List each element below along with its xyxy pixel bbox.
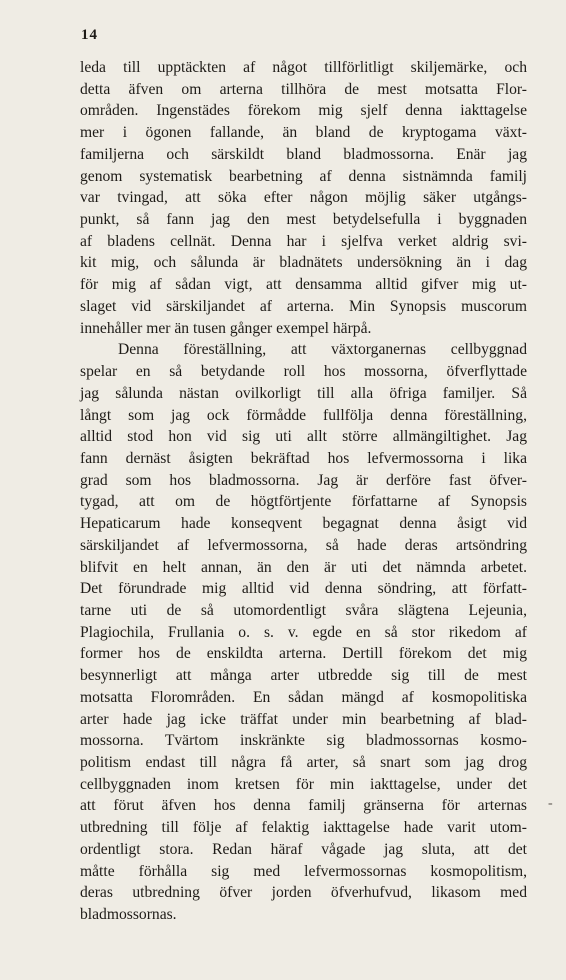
text-line: Denna föreställning, att växtorganernas cellbyggnad [118,341,527,359]
text-line: särskiljandet af lefvermossorna, så hade deras artsöndring [80,536,527,554]
text-line: områden. Ingenstädes förekom mig sjelf denna iakttagelse [80,102,527,120]
text-line: besynnerligt att många arter utbredde sig till de mest [80,667,527,685]
text-line: former hos de enskildta arterna. Dertill förekom det mig [80,645,527,663]
text-line: att förut äfven hos denna familj gränserna för arternas [80,797,527,815]
text-line: tarne uti de så utomordentligt svåra slägtena Lejeunia, [80,601,527,619]
text-line: bladmossornas. [80,906,177,924]
text-line: grad som hos bladmossorna. Jag är derföre fast öfver- [80,471,527,489]
text-line: leda till upptäckten af något tillförlitligt skiljemärke, och [80,59,527,76]
text-line: politism endast till några få arter, så snart som jag drog [80,754,527,771]
body-text [80,57,527,926]
text-line: genom systematisk bearbetning af denna sistnämnda familj [80,167,527,185]
text-line: spelar en så betydande roll hos mossorna, öfverflyttade [80,363,527,381]
text-line: tygad, att om de högtförtjente författarne af Synopsis [80,493,527,511]
text-line: innehåller mer än tusen gånger exempel härpå. [80,319,372,337]
text-line: arter hade jag icke träffat under min bearbetning af blad- [80,710,527,728]
text-line: deras utbredning öfver jorden öfverhufvud, likasom med [80,884,527,902]
text-line: af bladens cellnät. Denna har i sjelfva verket aldrig svi- [80,232,527,250]
text-line: var tvingad, att söka efter någon möjlig säker utgångs- [80,189,527,207]
page-number: 14 [81,27,98,43]
text-line: detta äfven om arterna tillhöra de mest motsatta Flor- [80,80,527,98]
text-line: mossorna. Tvärtom inskränkte sig bladmossornas kosmo- [80,732,527,750]
text-line: fann dernäst åsigten bekräftad hos lefvermossorna i lika [80,449,527,467]
text-line: familjerna och särskildt bland bladmossorna. Enär jag [80,145,527,163]
text-line: alltid stod hon vid sig uti allt större allmängiltighet. Jag [80,428,527,446]
text-line: blifvit en helt annan, än den är uti det nämnda arbetet. [80,558,527,576]
text-line: motsatta Florområden. En sådan mängd af kosmopolitiska [80,688,527,706]
text-line: cellbyggnaden inom kretsen för min iakttagelse, under det [80,775,527,793]
margin-mark: - [548,796,553,811]
text-line: Det förundrade mig alltid vid denna söndring, att författ- [80,580,527,598]
text-line: ordentligt stora. Redan häraf vågade jag sluta, att det [80,840,527,858]
text-line: Hepaticarum hade konseqvent begagnat denna åsigt vid [80,515,527,533]
text-line: kit mig, och sålunda är bladnätets undersökning än i dag [80,254,527,272]
text-line: mer i ögonen fallande, än bland de kryptogama växt- [80,124,527,142]
text-line: Plagiochila, Frullania o. s. v. egde en så stor rikedom af [80,623,527,641]
text-line: för mig af sådan vigt, att densamma alltid gifver mig ut- [80,276,527,294]
text-line: långt som jag ock förmådde fullfölja denna föreställning, [80,406,527,424]
text-line: slaget vid särskiljandet af arterna. Min Synopsis muscorum [80,297,527,315]
text-line: punkt, så fann jag den mest betydelsefulla i byggnaden [80,211,527,229]
text-line: jag sålunda nästan ovilkorligt till alla öfriga familjer. Så [80,384,527,402]
text-line: utbredning till följe af felaktig iakttagelse hade varit utom- [80,819,527,837]
text-line: måtte förhålla sig med lefvermossornas kosmopolitism, [80,862,527,880]
